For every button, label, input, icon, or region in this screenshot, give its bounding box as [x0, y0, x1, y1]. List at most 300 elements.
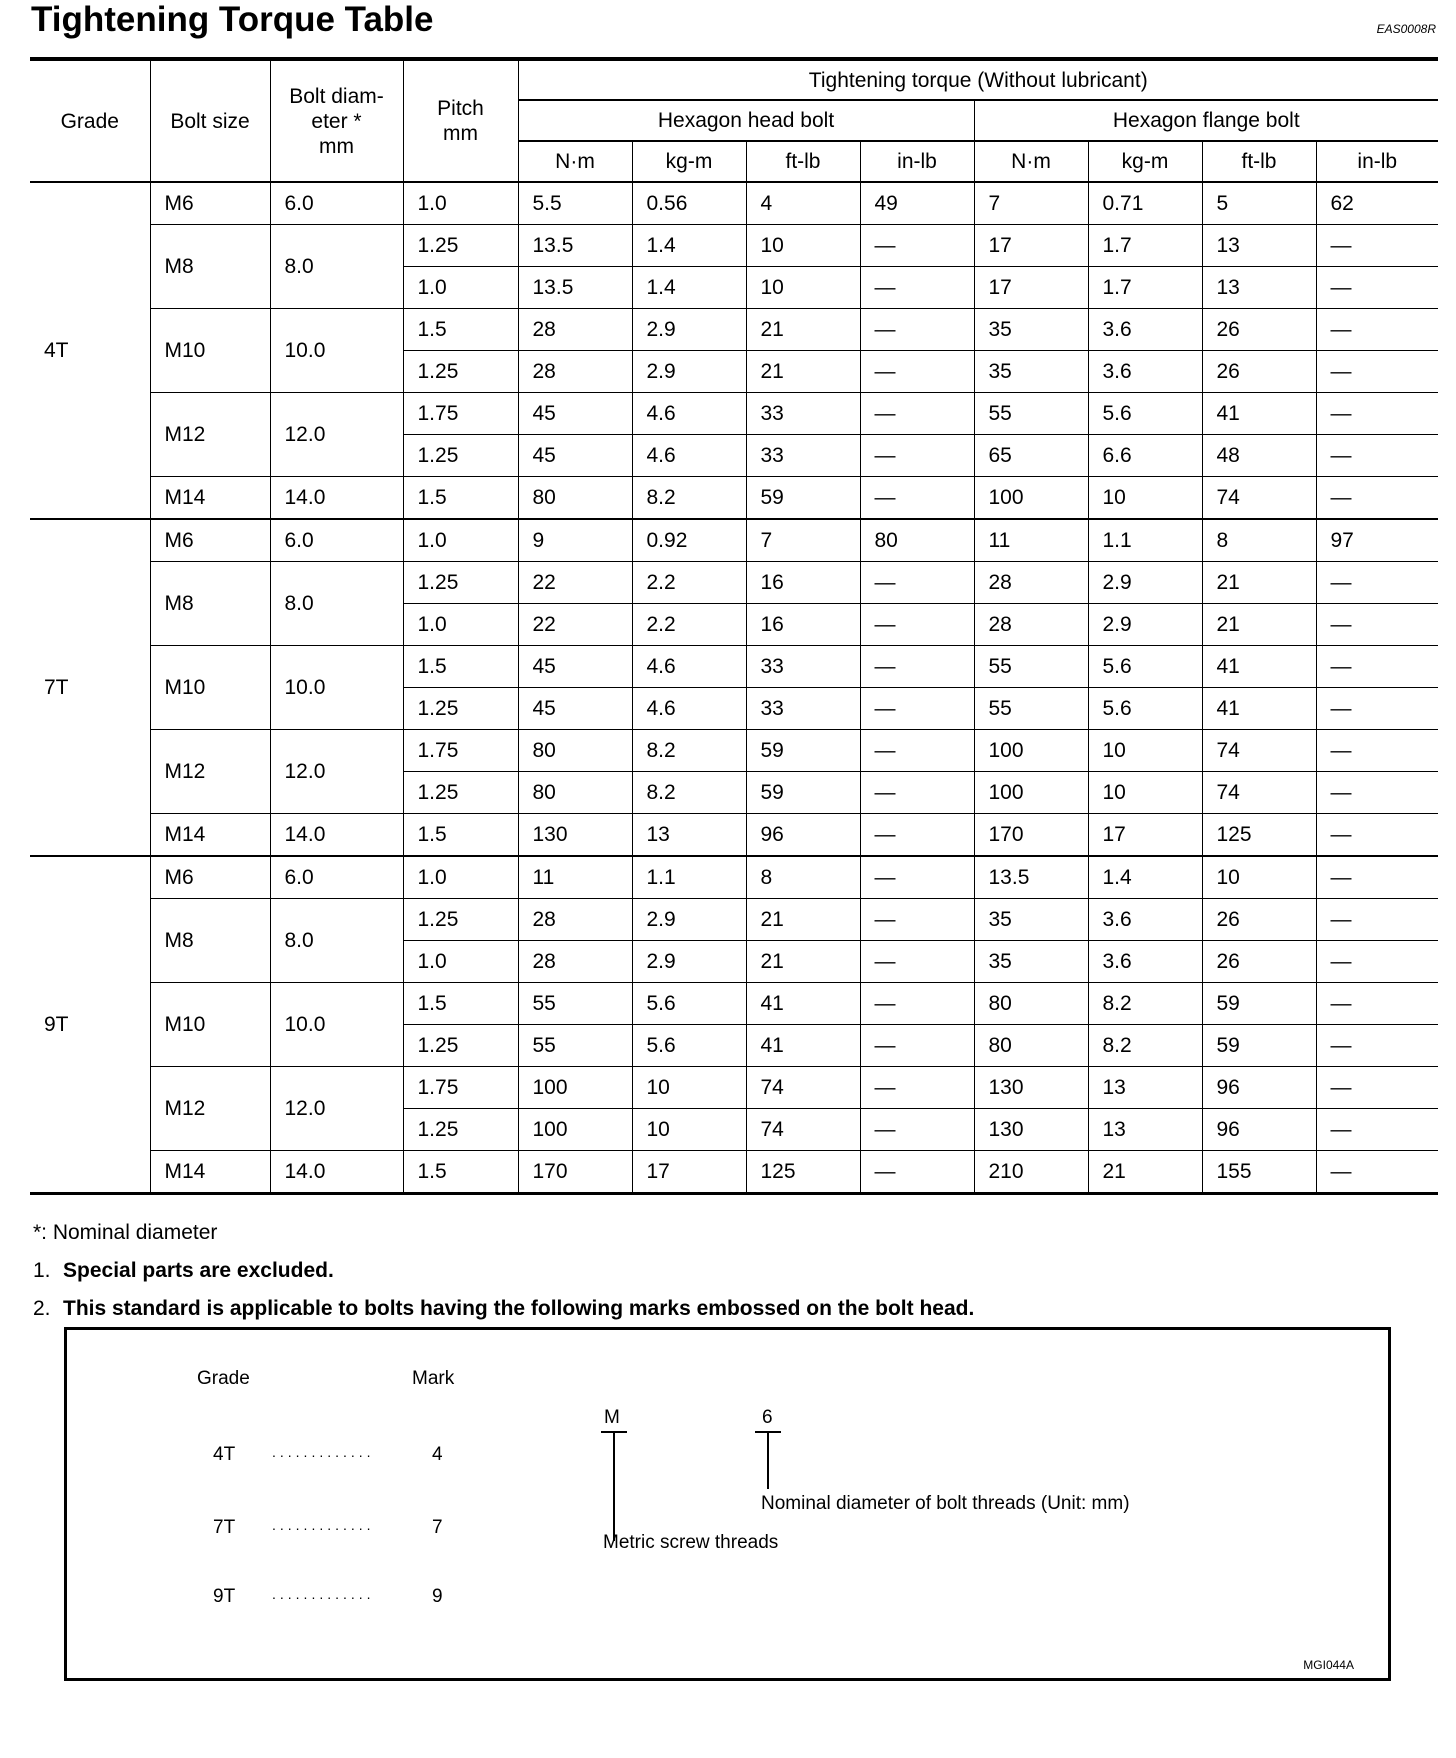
- torque-cell: —: [1316, 688, 1438, 730]
- bolt-size-cell: M14: [150, 814, 270, 857]
- torque-cell: 74: [1202, 730, 1316, 772]
- pitch-cell: 1.5: [403, 309, 518, 351]
- mark-row-grade: 4T: [213, 1444, 236, 1465]
- torque-cell: 41: [746, 1025, 860, 1067]
- torque-cell: 21: [1088, 1151, 1202, 1194]
- torque-cell: 3.6: [1088, 941, 1202, 983]
- torque-cell: 22: [518, 604, 632, 646]
- table-row: [30, 225, 1438, 267]
- torque-cell: 13: [1088, 1109, 1202, 1151]
- torque-cell: 13.5: [518, 267, 632, 309]
- torque-cell: 10: [1088, 477, 1202, 520]
- torque-cell: —: [860, 899, 974, 941]
- torque-cell: —: [860, 814, 974, 857]
- torque-cell: 28: [518, 351, 632, 393]
- torque-cell: 1.4: [1088, 856, 1202, 899]
- mark-row-dots: .............: [272, 1586, 375, 1602]
- torque-cell: 125: [746, 1151, 860, 1194]
- torque-cell: —: [860, 1025, 974, 1067]
- header-grade: Grade: [30, 59, 150, 182]
- figure-code: MGI044A: [1303, 1658, 1354, 1672]
- header-unit: ft-lb: [746, 141, 860, 182]
- torque-cell: 80: [518, 477, 632, 520]
- grade-cell: 4T: [30, 182, 150, 519]
- note-1: [33, 1259, 974, 1297]
- torque-cell: 8.2: [1088, 983, 1202, 1025]
- table-row: [30, 1151, 1438, 1194]
- mark-row-grade: 7T: [213, 1517, 236, 1538]
- torque-cell: 41: [1202, 393, 1316, 435]
- bolt-diameter-cell: 8.0: [270, 562, 403, 646]
- pitch-cell: 1.25: [403, 688, 518, 730]
- pitch-cell: 1.25: [403, 351, 518, 393]
- torque-cell: 1.4: [632, 225, 746, 267]
- torque-cell: 13: [1088, 1067, 1202, 1109]
- torque-cell: —: [1316, 562, 1438, 604]
- nominal-diameter-text: Nominal diameter of bolt threads (Unit: mm): [761, 1493, 1130, 1514]
- torque-cell: 41: [1202, 646, 1316, 688]
- torque-cell: —: [860, 225, 974, 267]
- torque-cell: 26: [1202, 351, 1316, 393]
- torque-cell: 4.6: [632, 688, 746, 730]
- mark-row-mark: 7: [432, 1517, 443, 1538]
- torque-cell: 74: [746, 1109, 860, 1151]
- torque-cell: 1.7: [1088, 225, 1202, 267]
- pitch-cell: 1.25: [403, 1109, 518, 1151]
- torque-cell: 100: [518, 1109, 632, 1151]
- table-row: [30, 309, 1438, 351]
- torque-cell: 13.5: [518, 225, 632, 267]
- note-2-number: 2.: [33, 1297, 51, 1320]
- torque-cell: 16: [746, 604, 860, 646]
- torque-cell: 17: [974, 225, 1088, 267]
- torque-cell: 80: [860, 519, 974, 562]
- torque-cell: —: [1316, 435, 1438, 477]
- torque-cell: 5.6: [1088, 393, 1202, 435]
- header-unit: N·m: [518, 141, 632, 182]
- torque-cell: 74: [1202, 477, 1316, 520]
- torque-cell: —: [1316, 1067, 1438, 1109]
- footnote: *: Nominal diameter: [33, 1221, 218, 1244]
- torque-cell: —: [860, 1067, 974, 1109]
- torque-cell: 155: [1202, 1151, 1316, 1194]
- torque-cell: 65: [974, 435, 1088, 477]
- torque-cell: —: [1316, 267, 1438, 309]
- pitch-cell: 1.25: [403, 562, 518, 604]
- torque-cell: —: [1316, 730, 1438, 772]
- torque-cell: 28: [518, 309, 632, 351]
- torque-cell: —: [860, 1151, 974, 1194]
- torque-cell: —: [860, 856, 974, 899]
- torque-cell: —: [1316, 983, 1438, 1025]
- document-code: EAS0008R: [1376, 22, 1436, 36]
- torque-cell: —: [1316, 393, 1438, 435]
- bolt-diameter-cell: 12.0: [270, 730, 403, 814]
- header-unit: ft-lb: [1202, 141, 1316, 182]
- torque-cell: —: [860, 604, 974, 646]
- bolt-mark-figure: [64, 1327, 1391, 1681]
- pitch-cell: 1.75: [403, 393, 518, 435]
- torque-cell: 2.9: [632, 941, 746, 983]
- torque-cell: 80: [518, 772, 632, 814]
- figure-mark-label: Mark: [412, 1368, 455, 1389]
- torque-cell: 10: [1088, 772, 1202, 814]
- table-row: [30, 646, 1438, 688]
- header-pitch-line2: mm: [443, 122, 478, 145]
- torque-cell: 28: [974, 604, 1088, 646]
- torque-cell: 55: [974, 646, 1088, 688]
- torque-cell: 0.56: [632, 182, 746, 225]
- torque-cell: —: [860, 267, 974, 309]
- table-row: [30, 562, 1438, 604]
- torque-cell: 5.5: [518, 182, 632, 225]
- torque-cell: 59: [746, 772, 860, 814]
- header-bolt-diameter-line2: eter *: [311, 109, 362, 133]
- torque-cell: 8.2: [632, 772, 746, 814]
- torque-cell: 5.6: [1088, 688, 1202, 730]
- mark-row-dots: .............: [272, 1517, 375, 1533]
- torque-cell: 17: [1088, 814, 1202, 857]
- torque-cell: 2.9: [1088, 562, 1202, 604]
- torque-cell: —: [860, 983, 974, 1025]
- torque-cell: 28: [974, 562, 1088, 604]
- torque-cell: 100: [974, 477, 1088, 520]
- torque-cell: 10: [1088, 730, 1202, 772]
- six-digit: 6: [762, 1407, 773, 1428]
- torque-cell: 1.7: [1088, 267, 1202, 309]
- table-row: [30, 477, 1438, 520]
- torque-cell: 74: [1202, 772, 1316, 814]
- six-leader-line: [767, 1431, 769, 1489]
- bolt-diameter-cell: 14.0: [270, 814, 403, 857]
- header-unit: in-lb: [860, 141, 974, 182]
- metric-screw-text: Metric screw threads: [603, 1532, 779, 1553]
- torque-cell: 2.9: [632, 899, 746, 941]
- bolt-diameter-cell: 6.0: [270, 856, 403, 899]
- table-row: [30, 1067, 1438, 1109]
- torque-cell: 170: [974, 814, 1088, 857]
- torque-cell: —: [1316, 225, 1438, 267]
- torque-cell: 21: [746, 351, 860, 393]
- torque-cell: 2.9: [1088, 604, 1202, 646]
- torque-cell: 16: [746, 562, 860, 604]
- torque-cell: —: [1316, 646, 1438, 688]
- torque-cell: 100: [974, 772, 1088, 814]
- torque-cell: —: [1316, 604, 1438, 646]
- torque-cell: 10: [632, 1109, 746, 1151]
- torque-cell: 49: [860, 182, 974, 225]
- bolt-diameter-cell: 6.0: [270, 182, 403, 225]
- grade-cell: 9T: [30, 856, 150, 1194]
- torque-cell: 96: [746, 814, 860, 857]
- pitch-cell: 1.0: [403, 267, 518, 309]
- torque-cell: 26: [1202, 899, 1316, 941]
- torque-cell: 17: [632, 1151, 746, 1194]
- torque-cell: 59: [1202, 1025, 1316, 1067]
- torque-cell: —: [860, 941, 974, 983]
- torque-cell: 48: [1202, 435, 1316, 477]
- torque-cell: 21: [1202, 604, 1316, 646]
- pitch-cell: 1.5: [403, 646, 518, 688]
- torque-cell: 13: [632, 814, 746, 857]
- pitch-cell: 1.25: [403, 1025, 518, 1067]
- bolt-size-cell: M10: [150, 309, 270, 393]
- torque-cell: 59: [746, 477, 860, 520]
- torque-cell: 5: [1202, 182, 1316, 225]
- torque-cell: 33: [746, 435, 860, 477]
- torque-cell: 21: [746, 941, 860, 983]
- torque-cell: —: [1316, 1109, 1438, 1151]
- torque-cell: 4.6: [632, 393, 746, 435]
- torque-cell: 8.2: [632, 730, 746, 772]
- torque-cell: 28: [518, 899, 632, 941]
- torque-cell: 2.9: [632, 351, 746, 393]
- header-unit: in-lb: [1316, 141, 1438, 182]
- torque-cell: —: [860, 351, 974, 393]
- table-row: [30, 856, 1438, 899]
- torque-cell: 11: [518, 856, 632, 899]
- torque-cell: 33: [746, 393, 860, 435]
- torque-cell: 2.2: [632, 562, 746, 604]
- torque-cell: 8: [746, 856, 860, 899]
- bolt-diameter-cell: 8.0: [270, 899, 403, 983]
- header-unit: kg-m: [1088, 141, 1202, 182]
- pitch-cell: 1.25: [403, 435, 518, 477]
- torque-cell: 22: [518, 562, 632, 604]
- torque-cell: 21: [746, 309, 860, 351]
- torque-cell: —: [1316, 1025, 1438, 1067]
- torque-cell: 13: [1202, 225, 1316, 267]
- torque-cell: —: [1316, 941, 1438, 983]
- header-hexagon-flange-bolt: Hexagon flange bolt: [974, 100, 1438, 141]
- pitch-cell: 1.5: [403, 1151, 518, 1194]
- table-row: [30, 182, 1438, 225]
- torque-cell: 0.71: [1088, 182, 1202, 225]
- table-row: [30, 393, 1438, 435]
- torque-cell: 2.9: [632, 309, 746, 351]
- m-leader-line: [613, 1431, 615, 1541]
- note-2-text: This standard is applicable to bolts having the following marks embossed on the bolt head.: [63, 1297, 975, 1320]
- torque-cell: 10: [632, 1067, 746, 1109]
- bolt-size-cell: M8: [150, 562, 270, 646]
- m-letter: M: [604, 1407, 620, 1428]
- pitch-cell: 1.0: [403, 519, 518, 562]
- torque-cell: 130: [518, 814, 632, 857]
- torque-cell: 74: [746, 1067, 860, 1109]
- torque-cell: 26: [1202, 309, 1316, 351]
- torque-cell: 210: [974, 1151, 1088, 1194]
- torque-cell: 80: [974, 983, 1088, 1025]
- torque-cell: —: [1316, 477, 1438, 520]
- torque-cell: 9: [518, 519, 632, 562]
- torque-cell: 6.6: [1088, 435, 1202, 477]
- bolt-size-cell: M6: [150, 856, 270, 899]
- mark-row-mark: 4: [432, 1444, 443, 1465]
- torque-cell: —: [1316, 1151, 1438, 1194]
- mark-row-grade: 9T: [213, 1586, 236, 1607]
- bolt-size-cell: M12: [150, 730, 270, 814]
- header-tightening-torque: Tightening torque (Without lubricant): [518, 59, 1438, 100]
- table-row: [30, 730, 1438, 772]
- mark-row-dots: .............: [272, 1444, 375, 1460]
- table-row: [30, 899, 1438, 941]
- torque-cell: 3.6: [1088, 309, 1202, 351]
- torque-cell: 45: [518, 646, 632, 688]
- torque-cell: 45: [518, 393, 632, 435]
- torque-cell: 33: [746, 688, 860, 730]
- bolt-size-cell: M12: [150, 1067, 270, 1151]
- torque-cell: 28: [518, 941, 632, 983]
- torque-cell: 1.1: [632, 856, 746, 899]
- bolt-diameter-cell: 10.0: [270, 646, 403, 730]
- bolt-size-cell: M10: [150, 646, 270, 730]
- figure-grade-label: Grade: [197, 1368, 250, 1389]
- torque-cell: 55: [974, 393, 1088, 435]
- torque-cell: 2.2: [632, 604, 746, 646]
- torque-cell: 35: [974, 899, 1088, 941]
- bolt-diameter-cell: 14.0: [270, 1151, 403, 1194]
- torque-cell: —: [860, 562, 974, 604]
- torque-cell: —: [1316, 351, 1438, 393]
- bolt-size-cell: M12: [150, 393, 270, 477]
- torque-cell: 10: [746, 225, 860, 267]
- torque-cell: —: [1316, 899, 1438, 941]
- torque-cell: 13.5: [974, 856, 1088, 899]
- torque-cell: —: [860, 646, 974, 688]
- torque-cell: 96: [1202, 1109, 1316, 1151]
- pitch-cell: 1.5: [403, 477, 518, 520]
- note-1-text: Special parts are excluded.: [63, 1259, 334, 1282]
- bolt-diameter-cell: 14.0: [270, 477, 403, 520]
- table-row: [30, 983, 1438, 1025]
- torque-cell: 45: [518, 688, 632, 730]
- torque-cell: 8.2: [632, 477, 746, 520]
- torque-cell: 33: [746, 646, 860, 688]
- torque-cell: 35: [974, 351, 1088, 393]
- torque-cell: 55: [974, 688, 1088, 730]
- torque-cell: —: [860, 730, 974, 772]
- bolt-size-cell: M10: [150, 983, 270, 1067]
- torque-cell: 26: [1202, 941, 1316, 983]
- header-unit: kg-m: [632, 141, 746, 182]
- torque-cell: 35: [974, 309, 1088, 351]
- torque-cell: 11: [974, 519, 1088, 562]
- page-title: Tightening Torque Table: [31, 0, 434, 39]
- grade-cell: 7T: [30, 519, 150, 856]
- note-1-number: 1.: [33, 1259, 51, 1282]
- torque-cell: 55: [518, 1025, 632, 1067]
- torque-cell: —: [1316, 309, 1438, 351]
- torque-cell: 5.6: [1088, 646, 1202, 688]
- torque-cell: 130: [974, 1109, 1088, 1151]
- pitch-cell: 1.75: [403, 730, 518, 772]
- torque-cell: —: [860, 772, 974, 814]
- header-pitch-line1: Pitch: [437, 97, 484, 120]
- torque-cell: 80: [518, 730, 632, 772]
- torque-cell: 125: [1202, 814, 1316, 857]
- pitch-cell: 1.75: [403, 1067, 518, 1109]
- header-pitch: [403, 59, 518, 182]
- torque-cell: 4: [746, 182, 860, 225]
- bolt-diameter-cell: 6.0: [270, 519, 403, 562]
- torque-cell: 7: [974, 182, 1088, 225]
- torque-table: [30, 57, 1438, 1195]
- torque-cell: 10: [1202, 856, 1316, 899]
- pitch-cell: 1.25: [403, 772, 518, 814]
- torque-cell: 100: [518, 1067, 632, 1109]
- bolt-diameter-cell: 10.0: [270, 309, 403, 393]
- header-unit: N·m: [974, 141, 1088, 182]
- header-bolt-diameter-line1: Bolt diam-: [289, 84, 384, 108]
- torque-cell: —: [860, 1109, 974, 1151]
- bolt-size-cell: M14: [150, 1151, 270, 1194]
- notes: [33, 1221, 974, 1335]
- bolt-diameter-cell: 8.0: [270, 225, 403, 309]
- torque-cell: 8: [1202, 519, 1316, 562]
- pitch-cell: 1.25: [403, 899, 518, 941]
- bolt-size-cell: M6: [150, 519, 270, 562]
- torque-cell: 5.6: [632, 1025, 746, 1067]
- torque-cell: 3.6: [1088, 899, 1202, 941]
- torque-cell: —: [860, 688, 974, 730]
- torque-cell: —: [860, 393, 974, 435]
- bolt-size-cell: M8: [150, 225, 270, 309]
- torque-cell: 4.6: [632, 435, 746, 477]
- table-row: [30, 814, 1438, 857]
- torque-cell: —: [1316, 772, 1438, 814]
- torque-cell: 100: [974, 730, 1088, 772]
- torque-cell: 10: [746, 267, 860, 309]
- pitch-cell: 1.25: [403, 225, 518, 267]
- torque-cell: 59: [1202, 983, 1316, 1025]
- torque-cell: —: [860, 309, 974, 351]
- torque-cell: 5.6: [632, 983, 746, 1025]
- torque-cell: —: [860, 435, 974, 477]
- torque-cell: 13: [1202, 267, 1316, 309]
- torque-cell: 96: [1202, 1067, 1316, 1109]
- torque-cell: 8.2: [1088, 1025, 1202, 1067]
- pitch-cell: 1.0: [403, 182, 518, 225]
- pitch-cell: 1.0: [403, 941, 518, 983]
- torque-cell: 41: [746, 983, 860, 1025]
- torque-cell: 7: [746, 519, 860, 562]
- torque-cell: 80: [974, 1025, 1088, 1067]
- pitch-cell: 1.5: [403, 814, 518, 857]
- header-bolt-diameter: [270, 59, 403, 182]
- torque-cell: 3.6: [1088, 351, 1202, 393]
- torque-cell: 21: [1202, 562, 1316, 604]
- torque-cell: 17: [974, 267, 1088, 309]
- bolt-size-cell: M14: [150, 477, 270, 520]
- pitch-cell: 1.0: [403, 604, 518, 646]
- torque-cell: 1.4: [632, 267, 746, 309]
- torque-cell: 62: [1316, 182, 1438, 225]
- bolt-diameter-cell: 10.0: [270, 983, 403, 1067]
- torque-cell: 170: [518, 1151, 632, 1194]
- header-bolt-size: Bolt size: [150, 59, 270, 182]
- torque-cell: 55: [518, 983, 632, 1025]
- bolt-size-cell: M8: [150, 899, 270, 983]
- torque-cell: 21: [746, 899, 860, 941]
- torque-cell: 45: [518, 435, 632, 477]
- mark-row-mark: 9: [432, 1586, 443, 1607]
- torque-cell: 59: [746, 730, 860, 772]
- header-hexagon-head-bolt: Hexagon head bolt: [518, 100, 974, 141]
- torque-cell: —: [860, 477, 974, 520]
- torque-cell: 41: [1202, 688, 1316, 730]
- torque-cell: —: [1316, 814, 1438, 857]
- torque-cell: 35: [974, 941, 1088, 983]
